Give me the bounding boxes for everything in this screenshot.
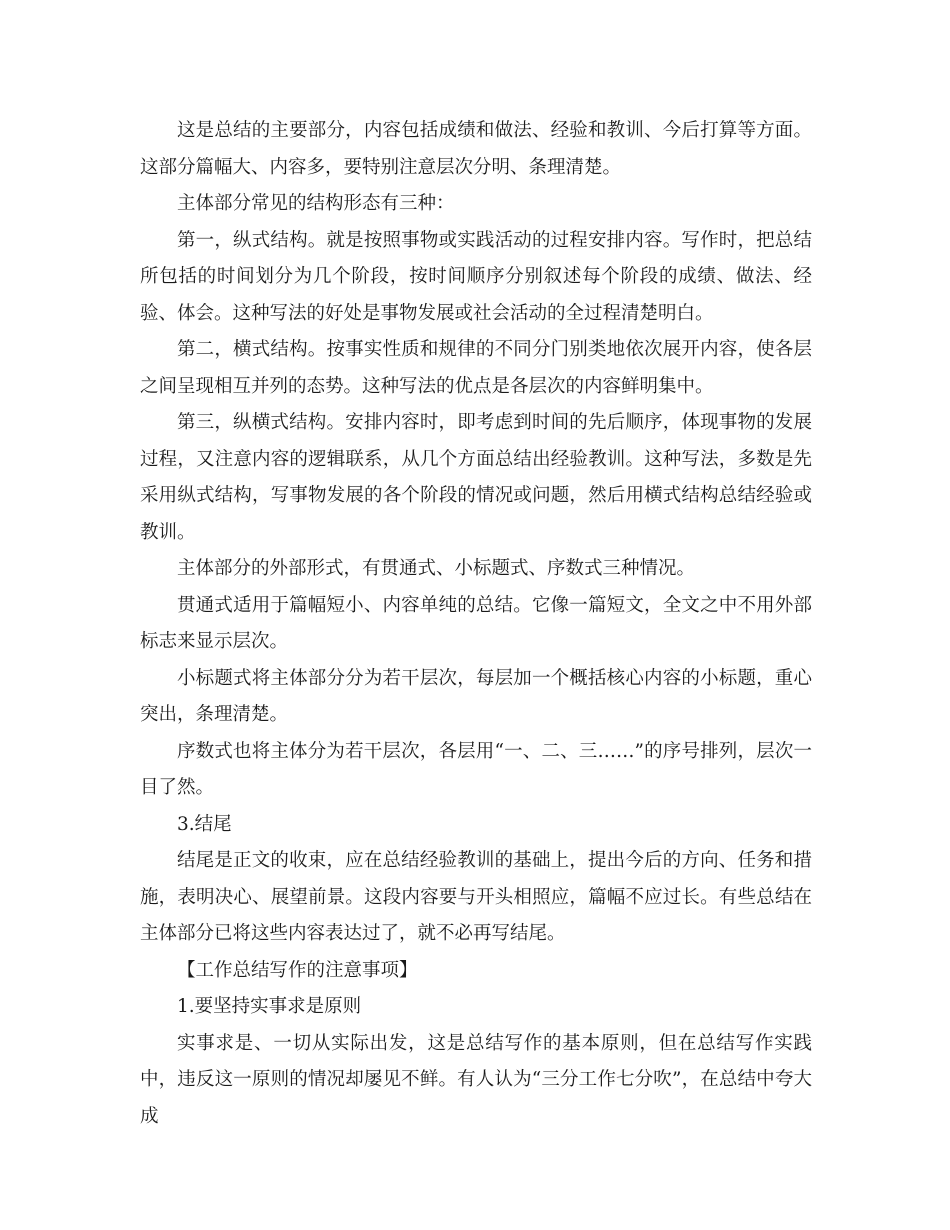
section-heading-ending: 3.结尾 (177, 813, 232, 835)
paragraph-continuous-form: 贯通式适用于篇幅短小、内容单纯的总结。它像一篇短文，全文之中不用外部标志来显示层次。 (140, 594, 812, 652)
paragraph-numbered-form: 序数式也将主体分为若干层次，各层用“一、二、三……”的序号排列，层次一目了然。 (140, 740, 812, 798)
paragraph-main-part-intro: 这是总结的主要部分，内容包括成绩和做法、经验和教训、今后打算等方面。这部分篇幅大、内容多，要特别注意层次分明、条理清楚。 (140, 120, 812, 178)
paragraph-subheading-form: 小标题式将主体部分分为若干层次，每层加一个概括核心内容的小标题，重心突出，条理清楚。 (140, 667, 812, 725)
document-body (140, 113, 812, 1135)
paragraph-ending: 结尾是正文的收束，应在总结经验教训的基础上，提出今后的方向、任务和措施，表明决心、展望前景。这段内容要与开头相照应，篇幅不应过长。有些总结在主体部分已将这些内容表达过了，就不必再写结尾。 (140, 850, 812, 944)
paragraph-horizontal-structure: 第二，横式结构。按事实性质和规律的不同分门别类地依次展开内容，使各层之间呈现相互并列的态势。这种写法的优点是各层次的内容鲜明集中。 (140, 339, 812, 397)
subheading-fact-principle: 1.要坚持实事求是原则 (177, 996, 362, 1017)
section-heading-notes: 【工作总结写作的注意事项】 (177, 959, 418, 981)
paragraph-combined-structure: 第三，纵横式结构。安排内容时，即考虑到时间的先后顺序，体现事物的发展过程，又注意内容的逻辑联系，从几个方面总结出经验教训。这种写法，多数是先采用纵式结构，写事物发展的各个阶段的情况或问题，然后用横式结构总结经验或教训。 (140, 412, 812, 543)
paragraph-structure-types: 主体部分常见的结构形态有三种： (177, 193, 455, 214)
paragraph-vertical-structure: 第一，纵式结构。就是按照事物或实践活动的过程安排内容。写作时，把总结所包括的时间划分为几个阶段，按时间顺序分别叙述每个阶段的成绩、做法、经验、体会。这种写法的好处是事物发展或社会活动的全过程清楚明白。 (140, 229, 812, 324)
paragraph-fact-principle: 实事求是、一切从实际出发，这是总结写作的基本原则，但在总结写作实践中，违反这一原则的情况却屡见不鲜。有人认为“三分工作七分吹”，在总结中夸大成 (140, 1032, 812, 1127)
paragraph-external-forms: 主体部分的外部形式，有贯通式、小标题式、序数式三种情况。 (177, 558, 696, 579)
